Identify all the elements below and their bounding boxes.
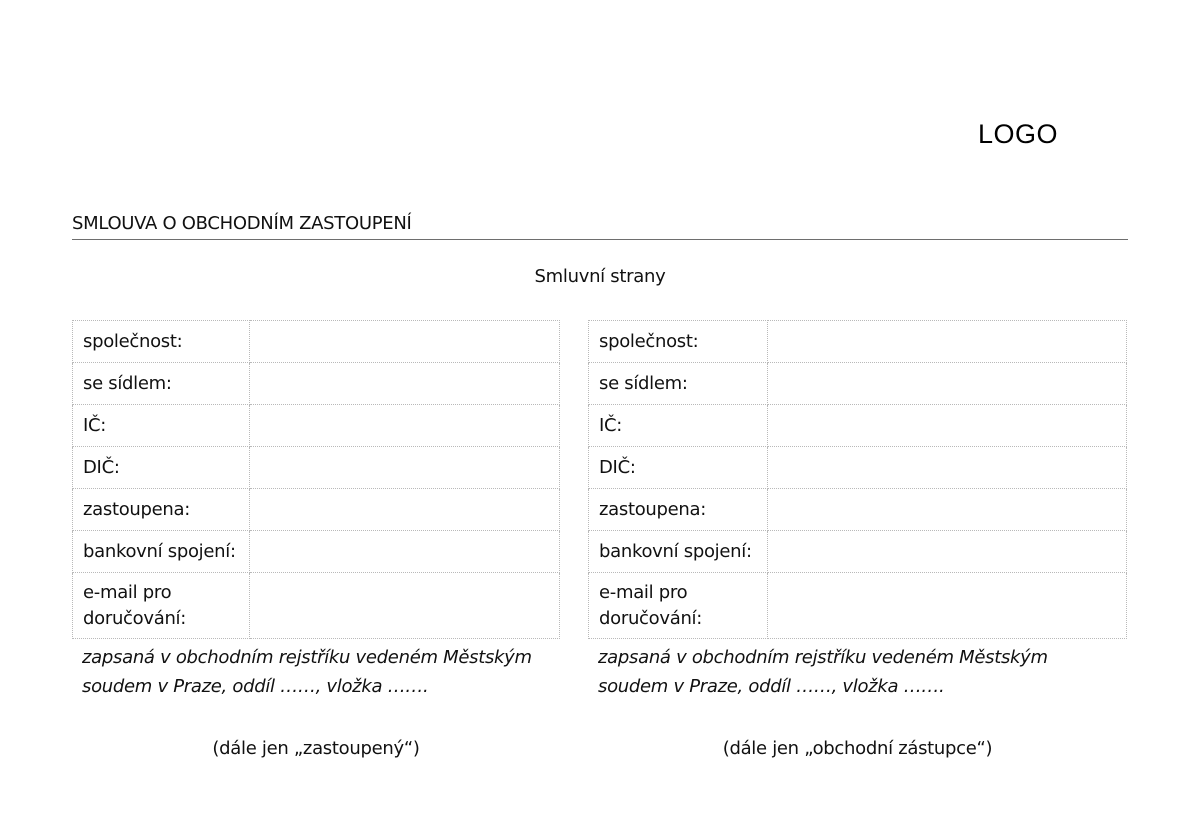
field-label-company-id: IČ: (73, 405, 250, 447)
field-label-company: společnost: (589, 321, 768, 363)
table-row (73, 489, 560, 531)
table-row (73, 321, 560, 363)
field-value-registered-office[interactable] (768, 363, 1127, 405)
table-row (73, 405, 560, 447)
field-label-represented-by: zastoupena: (73, 489, 250, 531)
table-row (589, 363, 1127, 405)
field-label-vat-id: DIČ: (589, 447, 768, 489)
field-label-represented-by: zastoupena: (589, 489, 768, 531)
field-value-bank-account[interactable] (768, 531, 1127, 573)
registry-note: zapsaná v obchodním rejstříku vedeném Městským soudem v Praze, oddíl ……, vložka ……. (598, 647, 1048, 697)
table-row (589, 573, 1127, 639)
field-value-company-id[interactable] (250, 405, 560, 447)
field-value-represented-by[interactable] (768, 489, 1127, 531)
party-details-table (72, 320, 560, 639)
table-row (73, 573, 560, 639)
field-label-company-id: IČ: (589, 405, 768, 447)
registry-note: zapsaná v obchodním rejstříku vedeném Městským soudem v Praze, oddíl ……, vložka ……. (82, 647, 532, 697)
table-row (589, 531, 1127, 573)
table-row (73, 363, 560, 405)
field-label-registered-office: se sídlem: (589, 363, 768, 405)
field-value-company-id[interactable] (768, 405, 1127, 447)
table-row (589, 489, 1127, 531)
field-label-vat-id: DIČ: (73, 447, 250, 489)
field-value-company[interactable] (768, 321, 1127, 363)
field-label-company: společnost: (73, 321, 250, 363)
field-value-vat-id[interactable] (768, 447, 1127, 489)
party-details-table (588, 320, 1127, 639)
field-value-delivery-email[interactable] (250, 573, 560, 639)
party-designation-commercial-agent: (dále jen „obchodní zástupce“) (722, 738, 993, 759)
table-row (589, 405, 1127, 447)
field-value-represented-by[interactable] (250, 489, 560, 531)
field-value-registered-office[interactable] (250, 363, 560, 405)
table-row (73, 447, 560, 489)
table-row (589, 321, 1127, 363)
party-represented (72, 320, 560, 701)
table-row (73, 531, 560, 573)
party-designation-represented: (dále jen „zastoupený“) (212, 738, 420, 759)
section-heading-contracting-parties: Smluvní strany (534, 266, 666, 287)
field-label-delivery-email: e-mail pro doručování: (73, 573, 250, 639)
field-value-bank-account[interactable] (250, 531, 560, 573)
field-label-bank-account: bankovní spojení: (589, 531, 768, 573)
logo-placeholder: LOGO (978, 119, 1059, 149)
field-value-company[interactable] (250, 321, 560, 363)
field-value-vat-id[interactable] (250, 447, 560, 489)
document-title: SMLOUVA O OBCHODNÍM ZASTOUPENÍ (72, 213, 412, 234)
field-label-delivery-email: e-mail pro doručování: (589, 573, 768, 639)
field-label-bank-account: bankovní spojení: (73, 531, 250, 573)
table-row (589, 447, 1127, 489)
party-commercial-agent (588, 320, 1127, 701)
field-value-delivery-email[interactable] (768, 573, 1127, 639)
title-divider (72, 239, 1128, 240)
field-label-registered-office: se sídlem: (73, 363, 250, 405)
